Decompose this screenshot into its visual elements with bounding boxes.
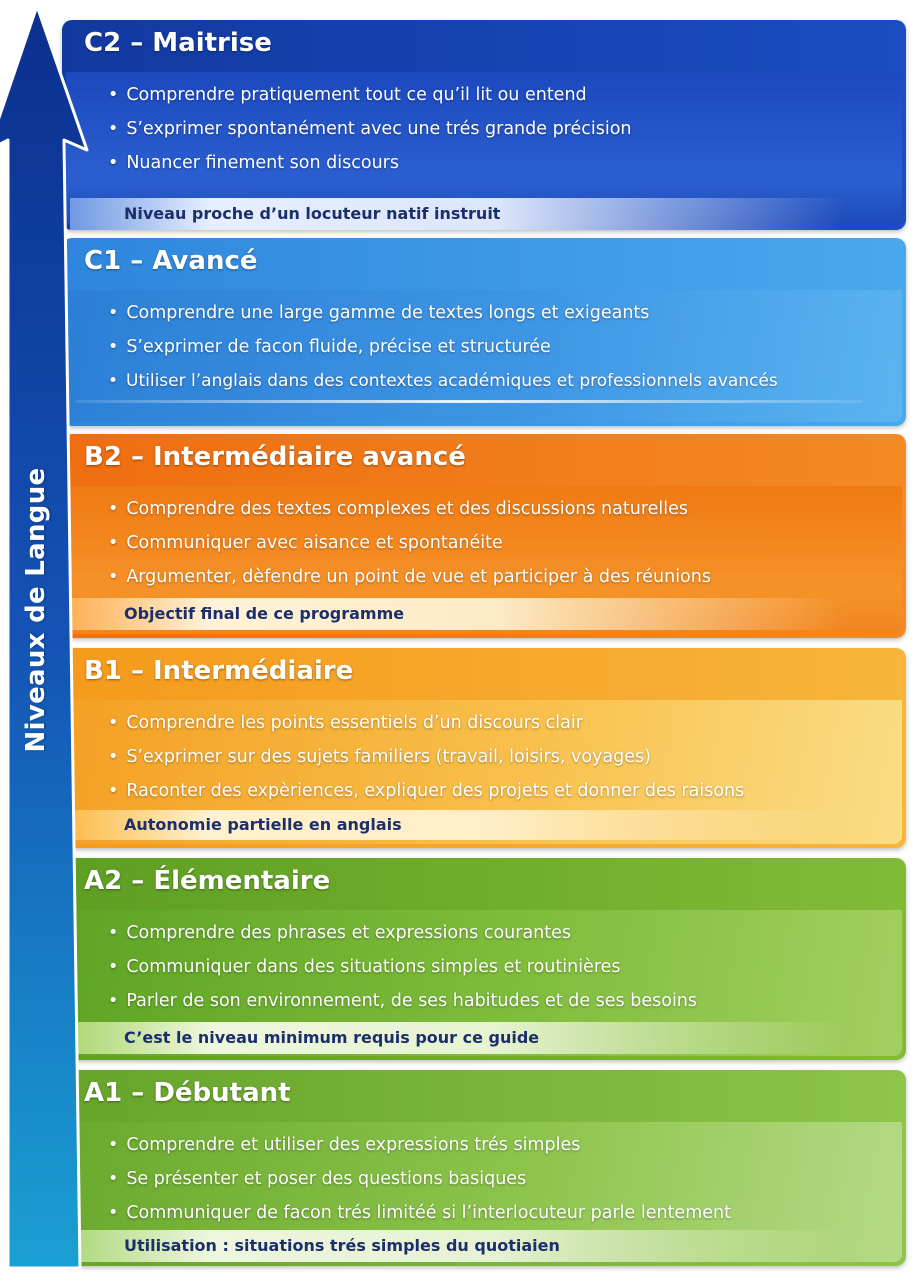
list-item: • Communiquer avec aisance et spontanéite: [108, 533, 503, 553]
list-item: • Raconter des expèriences, expliquer des projets et donner des raisons: [108, 781, 745, 801]
list-item: • Utiliser l’anglais dans des contextes académiques et professionnels avancés: [108, 371, 778, 391]
list-item: • Comprendre une large gamme de textes longs et exigeants: [108, 303, 650, 323]
list-item: • S’exprimer sur des sujets familiers (travail, loisirs, voyages): [108, 747, 651, 767]
level-a1-title: A1 – Débutant: [84, 1078, 291, 1108]
list-item: • Se présenter et poser des questions basiques: [108, 1169, 527, 1189]
level-c2-note: Niveau proche d’un locuteur natif instruit: [70, 198, 844, 230]
list-item: • Comprendre les points essentiels d’un discours clair: [108, 713, 583, 733]
list-item: • S’exprimer de facon fluide, précise et structurée: [108, 337, 551, 357]
list-item: • Comprendre pratiquement tout ce qu’il lit ou entend: [108, 85, 587, 105]
level-b2-note: Objectif final de ce programme: [70, 598, 844, 630]
list-item: • Comprendre des phrases et expressions courantes: [108, 923, 572, 943]
level-c2-title: C2 – Maitrise: [84, 28, 272, 58]
level-a1-note: Utilisation : situations trés simples du quotiaien: [70, 1230, 844, 1262]
level-b1-title: B1 – Intermédiaire: [84, 656, 354, 686]
axis-label-text: Niveaux de Langue: [21, 467, 51, 753]
list-item: • Argumenter, dèfendre un point de vue et participer à des réunions: [108, 567, 711, 587]
list-item: • Comprendre et utiliser des expressions trés simples: [108, 1135, 581, 1155]
level-a2-title: A2 – Élémentaire: [84, 866, 331, 896]
list-item: • S’exprimer spontanément avec une trés grande précision: [108, 119, 632, 139]
list-item: • Communiquer de facon trés limitéé si l’interlocuteur parle lentement: [108, 1203, 731, 1223]
list-item: • Communiquer dans des situations simples et routinières: [108, 957, 621, 977]
level-a2-note: C’est le niveau minimum requis pour ce guide: [70, 1022, 844, 1054]
list-item: • Nuancer finement son discours: [108, 153, 399, 173]
level-c1-title: C1 – Avancé: [84, 246, 258, 276]
list-item: • Comprendre des textes complexes et des discussions naturelles: [108, 499, 689, 519]
level-b2-title: B2 – Intermédiaire avancé: [84, 442, 466, 472]
list-item: • Parler de son environnement, de ses habitudes et de ses besoins: [108, 991, 698, 1011]
level-b1-note: Autonomie partielle en anglais: [70, 810, 844, 840]
